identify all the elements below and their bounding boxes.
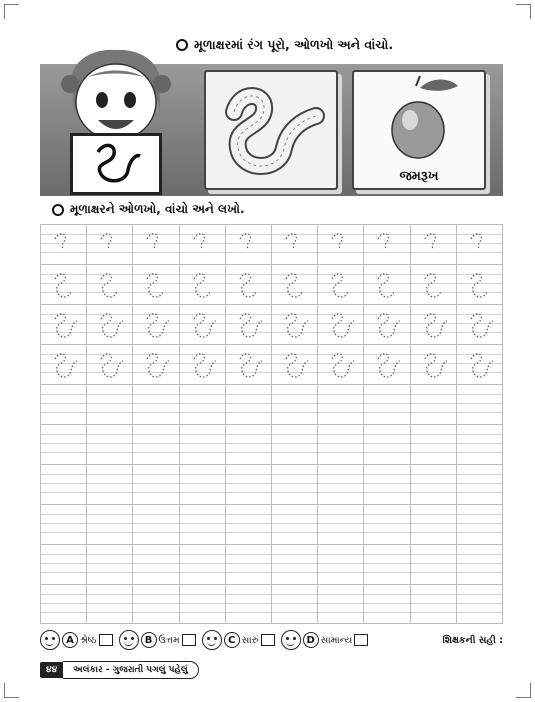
practice-cell[interactable]: [179, 544, 225, 584]
practice-grid: [40, 224, 503, 624]
practice-row: [40, 224, 503, 264]
grade-d-checkbox[interactable]: [354, 634, 368, 646]
practice-cell[interactable]: [410, 304, 456, 344]
practice-cell[interactable]: [363, 544, 409, 584]
practice-cell[interactable]: [40, 304, 86, 344]
practice-row: [40, 304, 503, 344]
practice-cell[interactable]: [132, 504, 178, 544]
practice-cell[interactable]: [225, 384, 271, 424]
grade-a: A શ્રેષ્ઠ: [40, 630, 113, 650]
practice-cell[interactable]: [363, 264, 409, 304]
practice-cell[interactable]: [410, 264, 456, 304]
practice-cell[interactable]: [456, 224, 503, 264]
practice-cell[interactable]: [40, 264, 86, 304]
practice-cell[interactable]: [317, 264, 363, 304]
practice-cell[interactable]: [317, 584, 363, 624]
practice-cell[interactable]: [456, 304, 503, 344]
practice-cell[interactable]: [271, 544, 317, 584]
dotted-letter-icon: [236, 349, 266, 381]
grading-bar: [40, 626, 503, 654]
practice-cell[interactable]: [317, 504, 363, 544]
letter-ja-icon: [86, 140, 146, 188]
dotted-letter-icon: [467, 269, 497, 301]
smiley-icon: [40, 630, 60, 650]
fruit-card: [352, 70, 486, 190]
practice-cell[interactable]: [410, 504, 456, 544]
practice-cell[interactable]: [363, 464, 409, 504]
dotted-letter-icon: [51, 229, 81, 261]
practice-cell[interactable]: [40, 424, 86, 464]
smiley-icon: [281, 630, 301, 650]
practice-cell[interactable]: [456, 264, 503, 304]
practice-cell[interactable]: [225, 344, 271, 384]
practice-row: [40, 464, 503, 504]
dotted-letter-icon: [97, 269, 127, 301]
bullet-icon: [52, 204, 64, 216]
dotted-letter-icon: [236, 229, 266, 261]
crop-mark: [516, 4, 531, 19]
practice-row: [40, 384, 503, 424]
practice-cell[interactable]: [410, 544, 456, 584]
practice-cell[interactable]: [410, 344, 456, 384]
practice-cell[interactable]: [40, 464, 86, 504]
practice-cell[interactable]: [456, 544, 503, 584]
practice-cell[interactable]: [225, 264, 271, 304]
dotted-letter-icon: [190, 229, 220, 261]
crop-mark: [4, 4, 19, 19]
practice-cell[interactable]: [40, 544, 86, 584]
practice-cell[interactable]: [271, 264, 317, 304]
dotted-letter-icon: [143, 309, 173, 341]
practice-cell[interactable]: [179, 384, 225, 424]
practice-cell[interactable]: [271, 224, 317, 264]
practice-cell[interactable]: [132, 344, 178, 384]
practice-cell[interactable]: [317, 424, 363, 464]
instruction-color-read: મૂળાક્ષરમાં રંગ પૂરો, ઓળખો અને વાંચો.: [176, 37, 393, 53]
guava-icon: [354, 72, 484, 168]
practice-row: [40, 424, 503, 464]
practice-cell[interactable]: [132, 384, 178, 424]
dotted-letter-icon: [282, 269, 312, 301]
dotted-letter-icon: [51, 269, 81, 301]
dotted-letter-icon: [51, 349, 81, 381]
dotted-letter-icon: [328, 229, 358, 261]
dotted-letter-icon: [236, 269, 266, 301]
dotted-letter-icon: [143, 229, 173, 261]
practice-cell[interactable]: [86, 584, 132, 624]
dotted-letter-icon: [421, 269, 451, 301]
practice-row: [40, 264, 503, 304]
grade-c: C સારું: [202, 630, 275, 650]
dotted-letter-icon: [97, 229, 127, 261]
dotted-letter-icon: [97, 349, 127, 381]
practice-cell[interactable]: [317, 304, 363, 344]
practice-cell[interactable]: [132, 464, 178, 504]
dotted-letter-icon: [282, 229, 312, 261]
practice-cell[interactable]: [40, 504, 86, 544]
practice-cell[interactable]: [271, 464, 317, 504]
practice-cell[interactable]: [132, 584, 178, 624]
practice-cell[interactable]: [132, 304, 178, 344]
practice-cell[interactable]: [456, 344, 503, 384]
book-title: અલંકાર - ગુજરાતી પગલું પહેલું: [63, 661, 199, 679]
smiley-icon: [202, 630, 222, 650]
practice-cell[interactable]: [456, 424, 503, 464]
practice-cell[interactable]: [225, 544, 271, 584]
practice-cell[interactable]: [179, 584, 225, 624]
practice-cell[interactable]: [86, 544, 132, 584]
practice-cell[interactable]: [363, 424, 409, 464]
practice-row: [40, 584, 503, 624]
practice-cell[interactable]: [271, 384, 317, 424]
dotted-letter-icon: [467, 349, 497, 381]
practice-cell[interactable]: [271, 344, 317, 384]
letter-board: [70, 133, 162, 195]
crop-mark: [4, 683, 19, 698]
practice-cell[interactable]: [456, 464, 503, 504]
practice-cell[interactable]: [40, 384, 86, 424]
practice-cell[interactable]: [179, 224, 225, 264]
dotted-letter-icon: [190, 309, 220, 341]
dotted-letter-icon: [467, 309, 497, 341]
practice-cell[interactable]: [179, 504, 225, 544]
dotted-letter-icon: [328, 309, 358, 341]
practice-cell[interactable]: [363, 584, 409, 624]
dotted-letter-icon: [421, 229, 451, 261]
practice-cell[interactable]: [225, 304, 271, 344]
practice-cell[interactable]: [410, 424, 456, 464]
practice-row: [40, 544, 503, 584]
practice-cell[interactable]: [317, 384, 363, 424]
letter-tracing-card: [204, 70, 338, 190]
practice-cell[interactable]: [271, 584, 317, 624]
practice-cell[interactable]: [179, 344, 225, 384]
practice-cell[interactable]: [132, 424, 178, 464]
practice-row: [40, 344, 503, 384]
outlined-letter-icon: [206, 72, 336, 188]
practice-cell[interactable]: [86, 504, 132, 544]
dotted-letter-icon: [282, 349, 312, 381]
practice-cell[interactable]: [410, 384, 456, 424]
practice-cell[interactable]: [363, 344, 409, 384]
practice-cell[interactable]: [86, 344, 132, 384]
instruction-write: મૂળાક્ષરને ઓળખો, વાંચો અને લખો.: [52, 202, 245, 217]
dotted-letter-icon: [328, 269, 358, 301]
page-number: ૪૪: [40, 662, 63, 678]
practice-cell[interactable]: [225, 504, 271, 544]
practice-cell[interactable]: [179, 264, 225, 304]
practice-cell[interactable]: [271, 424, 317, 464]
practice-cell[interactable]: [410, 584, 456, 624]
practice-cell[interactable]: [40, 224, 86, 264]
practice-cell[interactable]: [132, 224, 178, 264]
practice-cell[interactable]: [86, 224, 132, 264]
practice-cell[interactable]: [363, 304, 409, 344]
practice-cell[interactable]: [456, 504, 503, 544]
grade-a-checkbox[interactable]: [99, 634, 113, 646]
practice-cell[interactable]: [271, 304, 317, 344]
dotted-letter-icon: [328, 349, 358, 381]
dotted-letter-icon: [97, 309, 127, 341]
practice-cell[interactable]: [86, 464, 132, 504]
dotted-letter-icon: [143, 269, 173, 301]
practice-cell[interactable]: [410, 224, 456, 264]
crop-mark: [516, 683, 531, 698]
practice-cell[interactable]: [132, 264, 178, 304]
grade-b: B ઉત્તમ: [119, 630, 196, 650]
practice-cell[interactable]: [410, 464, 456, 504]
practice-cell[interactable]: [363, 384, 409, 424]
practice-cell[interactable]: [317, 344, 363, 384]
dotted-letter-icon: [236, 309, 266, 341]
practice-cell[interactable]: [86, 264, 132, 304]
grade-b-checkbox[interactable]: [182, 634, 196, 646]
practice-cell[interactable]: [271, 504, 317, 544]
dotted-letter-icon: [51, 309, 81, 341]
dotted-letter-icon: [421, 349, 451, 381]
practice-cell[interactable]: [40, 344, 86, 384]
practice-cell[interactable]: [179, 424, 225, 464]
dotted-letter-icon: [374, 349, 404, 381]
practice-cell[interactable]: [86, 304, 132, 344]
dotted-letter-icon: [143, 349, 173, 381]
practice-cell[interactable]: [317, 464, 363, 504]
practice-cell[interactable]: [317, 544, 363, 584]
practice-cell[interactable]: [225, 424, 271, 464]
practice-cell[interactable]: [179, 304, 225, 344]
practice-cell[interactable]: [363, 504, 409, 544]
practice-cell[interactable]: [40, 584, 86, 624]
practice-cell[interactable]: [456, 584, 503, 624]
dotted-letter-icon: [190, 349, 220, 381]
dotted-letter-icon: [282, 309, 312, 341]
practice-cell[interactable]: [225, 464, 271, 504]
smiley-icon: [119, 630, 139, 650]
grade-c-checkbox[interactable]: [261, 634, 275, 646]
practice-cell[interactable]: [456, 384, 503, 424]
dotted-letter-icon: [374, 269, 404, 301]
dotted-letter-icon: [374, 229, 404, 261]
practice-cell[interactable]: [363, 224, 409, 264]
page-footer: [40, 660, 199, 680]
practice-cell[interactable]: [86, 384, 132, 424]
dotted-letter-icon: [421, 309, 451, 341]
teacher-signature-label: શિક્ષકની સહી :: [442, 634, 503, 646]
fruit-label: જમરૂખ: [399, 169, 439, 184]
practice-cell[interactable]: [317, 224, 363, 264]
practice-cell[interactable]: [179, 464, 225, 504]
dotted-letter-icon: [374, 309, 404, 341]
practice-row: [40, 504, 503, 544]
practice-cell[interactable]: [86, 424, 132, 464]
practice-cell[interactable]: [225, 584, 271, 624]
dotted-letter-icon: [190, 269, 220, 301]
practice-cell[interactable]: [225, 224, 271, 264]
practice-cell[interactable]: [132, 544, 178, 584]
dotted-letter-icon: [467, 229, 497, 261]
grade-d: D સામાન્ય: [281, 630, 369, 650]
